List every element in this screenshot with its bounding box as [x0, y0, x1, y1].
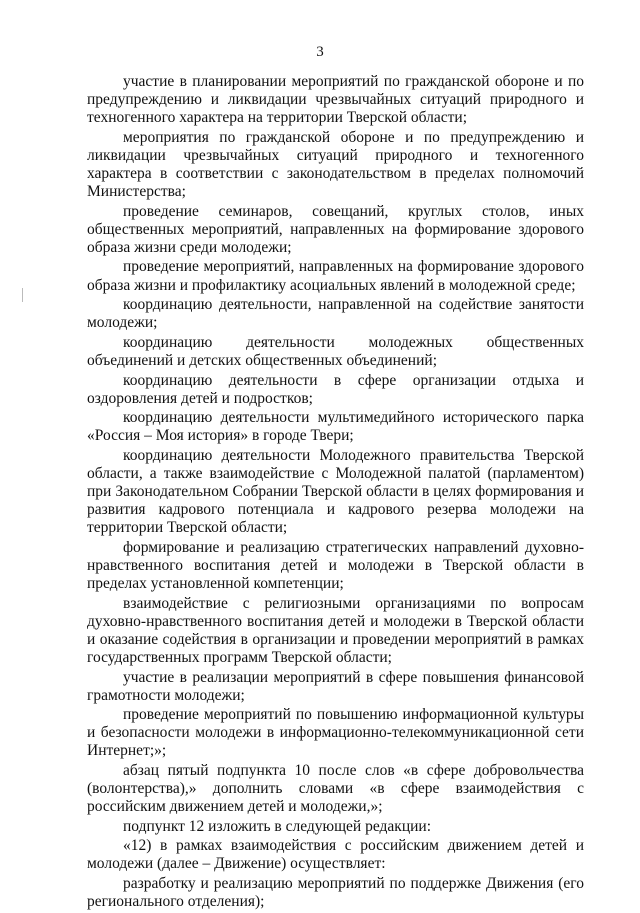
paragraph: мероприятия по гражданской обороне и по предупреждению и ликвидации чрезвычайных ситуаций природного и техногенного характера в соответствии с законодательством в пределах полномочий Министерства; — [87, 128, 584, 201]
paragraph: абзац пятый подпункта 10 после слов «в сфере добровольчества (волонтерства),» дополнить словами «в сфере взаимодействия с российским движением детей и молодежи,»; — [87, 761, 584, 816]
paragraph: «12) в рамках взаимодействия с российским движением детей и молодежи (далее – Движение) осуществляет: — [87, 837, 584, 873]
paragraph: участие в планировании мероприятий по гражданской обороне и по предупреждению и ликвидации чрезвычайных ситуаций природного и техногенного характера на территории Тверской области; — [87, 73, 584, 127]
paragraph: проведение семинаров, совещаний, круглых столов, иных общественных мероприятий, направленных на формирование здорового образа жизни среди молодежи; — [87, 202, 584, 256]
paragraph: разработку и реализацию мероприятий по поддержке Движения (его регионального отделения); — [87, 875, 584, 911]
paragraph: формирование и реализацию стратегических направлений духовно-нравственного воспитания детей и молодежи в Тверской области в пределах установленной компетенции; — [87, 538, 584, 593]
paragraph: координацию деятельности Молодежного правительства Тверской области, а также взаимодействие с Молодежной палатой (парламентом) при Законодательном Собрании Тверской области в целях формирования и развития кадрового потенциала и кадрового резерва молодежи на территории Тверской области; — [87, 446, 584, 537]
paragraph: координацию деятельности, направленной на содействие занятости молодежи; — [87, 296, 584, 332]
paragraph: подпункт 12 изложить в следующей редакции: — [123, 817, 432, 835]
paragraph: проведение мероприятий, направленных на формирование здорового образа жизни и профилактику асоциальных явлений в молодежной среде; — [87, 258, 584, 294]
paragraph: проведение мероприятий по повышению информационной культуры и безопасности молодежи в информационно-телекоммуникационной сети Интернет;»; — [87, 706, 584, 760]
document-body — [87, 73, 584, 913]
paragraph: взаимодействие с религиозными организациями по вопросам духовно-нравственного воспитания детей и молодежи в Тверской области и оказание содействия в организации и проведении мероприятий в рамках государственных программ Тверской области; — [87, 594, 584, 666]
page-number: 3 — [316, 44, 324, 60]
scan-margin-mark — [22, 288, 23, 302]
paragraph: координацию деятельности мультимедийного исторического парка «Россия – Моя история» в городе Твери; — [87, 409, 584, 445]
paragraph: координацию деятельности в сфере организации отдыха и оздоровления детей и подростков; — [87, 371, 584, 407]
paragraph: координацию деятельности молодежных общественных объединений и детских общественных объединений; — [87, 333, 584, 369]
paragraph: участие в реализации мероприятий в сфере повышения финансовой грамотности молодежи; — [87, 668, 584, 704]
